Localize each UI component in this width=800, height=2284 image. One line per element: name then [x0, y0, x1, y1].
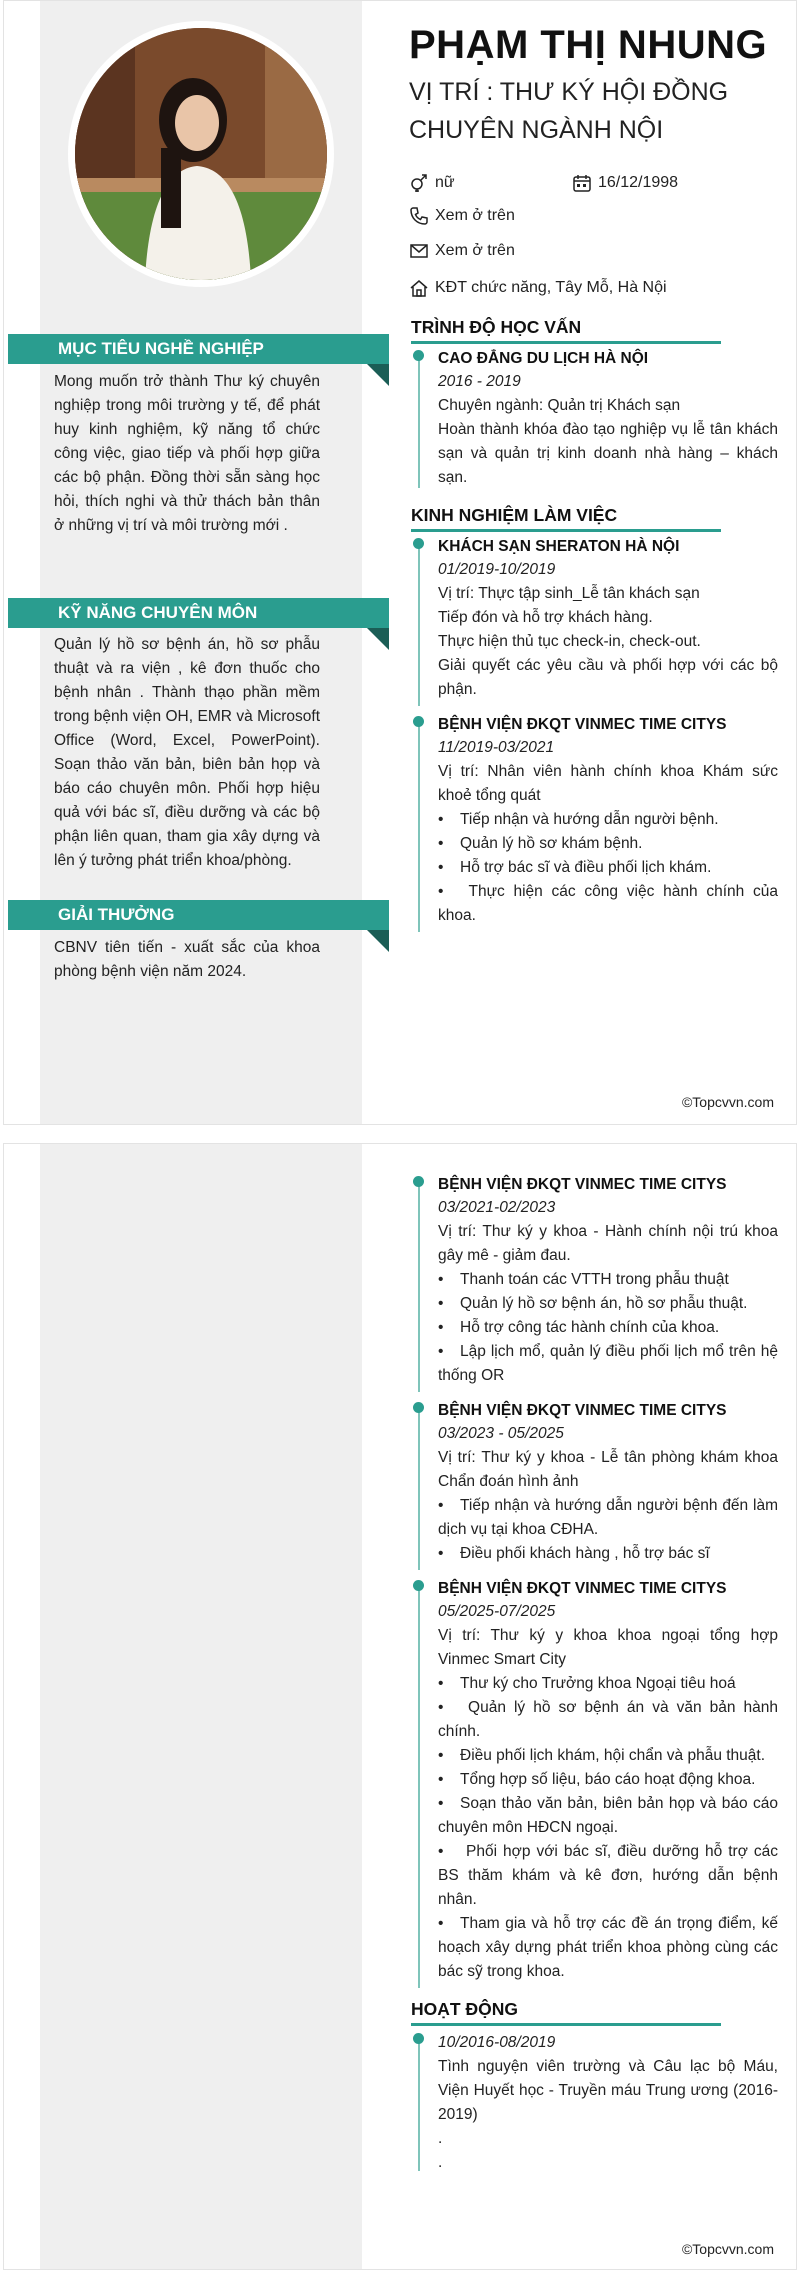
- candidate-name: PHẠM THỊ NHUNG: [409, 23, 768, 67]
- job-line: Thực hiện thủ tục check-in, check-out.: [438, 633, 701, 650]
- job-bullet: • Tham gia và hỗ trợ các đề án trọng điểm, kế hoạch xây dựng phát triển khoa phòng cùng các bác sỹ trong khoa.: [438, 1912, 778, 1984]
- objective-title: MỤC TIÊU NGHỀ NGHIỆP: [58, 339, 264, 358]
- gender-value: nữ: [435, 174, 455, 191]
- job-line: Giải quyết các yêu cầu và phối hợp với các bộ phận.: [438, 657, 778, 698]
- job-org: BỆNH VIỆN ĐKQT VINMEC TIME CITYS: [438, 716, 727, 733]
- ribbon-fold: [367, 364, 389, 386]
- cv-page-2: [3, 1143, 797, 2270]
- activity-period: 10/2016-08/2019: [438, 2034, 556, 2051]
- timeline-line: [418, 544, 420, 706]
- job-bullet: • Quản lý hồ sơ bệnh án và văn bản hành chính.: [438, 1696, 778, 1744]
- cv-page-1: [3, 0, 797, 1125]
- timeline-dot: [413, 1580, 424, 1591]
- job-bullets: [438, 1672, 778, 1984]
- email-row: [409, 241, 515, 261]
- job-entry: [418, 536, 778, 706]
- profile-photo: [75, 28, 327, 280]
- activity-line: .: [438, 2130, 443, 2147]
- footer-brand: ©Topcvvn.com: [681, 2241, 774, 2257]
- timeline-dot: [413, 1176, 424, 1187]
- objective-text: Mong muốn trở thành Thư ký chuyên nghiệp trong môi trường y tế, để phát huy kinh nghiệm, kỹ năng tổ chức công việc, giao tiếp và phối hợp giữa các bộ phận. Đồng thời sẵn sàng học hỏi, thích nghi và thử thách bản thân ở những vị trí và môi trường mới .: [54, 373, 320, 534]
- sidebar-background: [40, 1144, 362, 2269]
- dob-value: 16/12/1998: [598, 174, 679, 191]
- footer-brand: ©Topcvvn.com: [681, 1094, 774, 1110]
- job-bullet: • Điều phối lịch khám, hội chẩn và phẫu thuật.: [438, 1744, 778, 1768]
- timeline-line: [418, 722, 420, 932]
- job-period: 11/2019-03/2021: [438, 739, 555, 756]
- timeline-line: [418, 2039, 420, 2171]
- ribbon-fold: [367, 628, 389, 650]
- timeline-line: [418, 1586, 420, 1988]
- job-bullet: • Điều phối khách hàng , hỗ trợ bác sĩ: [438, 1542, 778, 1566]
- job-entry: [418, 1174, 778, 1392]
- timeline-dot: [413, 538, 424, 549]
- job-bullet: • Hỗ trợ công tác hành chính của khoa.: [438, 1316, 778, 1340]
- awards-title: GIẢI THƯỞNG: [58, 905, 175, 924]
- job-entry: [418, 1578, 778, 1988]
- objective-header: [8, 334, 389, 364]
- address-value: KĐT chức năng, Tây Mỗ, Hà Nội: [435, 279, 667, 296]
- activity-entry: [418, 2031, 778, 2171]
- timeline-dot: [413, 2033, 424, 2044]
- experience-header: KINH NGHIỆM LÀM VIỆC: [411, 505, 721, 532]
- mail-icon: [409, 241, 429, 261]
- awards-text: CBNV tiên tiến - xuất sắc của khoa phòng bệnh viện năm 2024.: [54, 939, 320, 980]
- job-line: Vị trí: Thực tập sinh_Lễ tân khách sạn: [438, 585, 700, 602]
- dob-row: [572, 173, 678, 193]
- job-period: 03/2021-02/2023: [438, 1199, 556, 1216]
- job-org: BỆNH VIỆN ĐKQT VINMEC TIME CITYS: [438, 1176, 727, 1193]
- job-org: BỆNH VIỆN ĐKQT VINMEC TIME CITYS: [438, 1580, 727, 1597]
- job-entry: [418, 1400, 778, 1570]
- timeline-dot: [413, 350, 424, 361]
- job-bullets: [438, 808, 778, 928]
- education-line: Hoàn thành khóa đào tạo nghiệp vụ lễ tân khách sạn và quản trị kinh doanh nhà hàng – khách sạn.: [438, 421, 778, 486]
- job-org: KHÁCH SẠN SHERATON HÀ NỘI: [438, 538, 680, 555]
- calendar-icon: [572, 173, 592, 193]
- timeline-line: [418, 356, 420, 488]
- education-period: 2016 - 2019: [438, 373, 521, 390]
- job-bullet: • Tổng hợp số liệu, báo cáo hoạt động khoa.: [438, 1768, 778, 1792]
- job-bullets: [438, 1494, 778, 1566]
- job-bullet: • Quản lý hồ sơ bệnh án, hồ sơ phẫu thuật.: [438, 1292, 778, 1316]
- job-bullet: • Lập lịch mổ, quản lý điều phối lịch mổ trên hệ thống OR: [438, 1340, 778, 1388]
- job-period: 05/2025-07/2025: [438, 1603, 556, 1620]
- job-line: Vị trí: Thư ký y khoa khoa ngoại tổng hợp Vinmec Smart City: [438, 1627, 778, 1668]
- email-value: Xem ở trên: [435, 242, 515, 259]
- timeline-dot: [413, 716, 424, 727]
- job-bullet: • Thanh toán các VTTH trong phẫu thuật: [438, 1268, 778, 1292]
- skills-title: KỸ NĂNG CHUYÊN MÔN: [58, 603, 258, 622]
- job-line: Vị trí: Thư ký y khoa - Hành chính nội trú khoa gây mê - giảm đau.: [438, 1223, 778, 1264]
- gender-icon: [409, 173, 429, 193]
- job-period: 01/2019-10/2019: [438, 561, 556, 578]
- portrait-illustration: [75, 28, 327, 280]
- job-bullet: • Quản lý hồ sơ khám bệnh.: [438, 832, 778, 856]
- avatar: [68, 21, 334, 287]
- job-bullet: • Tiếp nhận và hướng dẫn người bệnh đến làm dịch vụ tại khoa CĐHA.: [438, 1494, 778, 1542]
- skills-text: Quản lý hồ sơ bệnh án, hồ sơ phẫu thuật và ra viện , kê đơn thuốc cho bệnh nhân . Thành thạo phần mềm trong bệnh viện OH, EMR và Microsoft Office (Word, Excel, PowerPoint). Soạn thảo văn bản, biên bản họp và báo cáo chuyên môn. Phối hợp hiệu quả với bác sĩ, điều dưỡng và các bộ phận liên quan, tham gia xây dựng và lên ý tưởng phát triển khoa/phòng.: [54, 636, 320, 869]
- position-title: VỊ TRÍ : THƯ KÝ HỘI ĐỒNG CHUYÊN NGÀNH NỘI: [409, 78, 729, 144]
- ribbon-fold: [367, 930, 389, 952]
- skills-header: [8, 598, 389, 628]
- phone-row: [409, 206, 515, 226]
- activity-line: Tình nguyện viên trường và Câu lạc bộ Máu, Viện Huyết học - Truyền máu Trung ương (2016-2019): [438, 2058, 778, 2123]
- job-line: Vị trí: Nhân viên hành chính khoa Khám sức khoẻ tổng quát: [438, 763, 778, 804]
- education-org: CAO ĐẲNG DU LỊCH HÀ NỘI: [438, 350, 649, 367]
- activity-line: .: [438, 2154, 443, 2171]
- job-org: BỆNH VIỆN ĐKQT VINMEC TIME CITYS: [438, 1402, 727, 1419]
- job-line: Vị trí: Thư ký y khoa - Lễ tân phòng khám khoa Chẩn đoán hình ảnh: [438, 1449, 778, 1490]
- education-line: Chuyên ngành: Quản trị Khách sạn: [438, 397, 681, 414]
- job-bullet: • Phối hợp với bác sĩ, điều dưỡng hỗ trợ các BS thăm khám và kê đơn, hướng dẫn bệnh nhân.: [438, 1840, 778, 1912]
- education-entry: [418, 348, 778, 488]
- timeline-line: [418, 1408, 420, 1570]
- phone-value: Xem ở trên: [435, 207, 515, 224]
- job-period: 03/2023 - 05/2025: [438, 1425, 564, 1442]
- home-icon: [409, 278, 429, 298]
- timeline-line: [418, 1182, 420, 1392]
- timeline-dot: [413, 1402, 424, 1413]
- job-bullet: • Soạn thảo văn bản, biên bản họp và báo cáo chuyên môn HĐCN ngoại.: [438, 1792, 778, 1840]
- awards-header: [8, 900, 389, 930]
- job-bullets: [438, 1268, 778, 1388]
- gender-row: [409, 173, 455, 193]
- job-bullet: • Tiếp nhận và hướng dẫn người bệnh.: [438, 808, 778, 832]
- education-header: TRÌNH ĐỘ HỌC VẤN: [411, 317, 721, 344]
- job-entry: [418, 714, 778, 932]
- job-bullet: • Thực hiện các công việc hành chính của khoa.: [438, 880, 778, 928]
- activities-header: HOẠT ĐỘNG: [411, 1999, 721, 2026]
- job-line: Tiếp đón và hỗ trợ khách hàng.: [438, 609, 653, 626]
- address-row: [409, 278, 667, 298]
- phone-icon: [409, 206, 429, 226]
- job-bullet: • Thư ký cho Trưởng khoa Ngoại tiêu hoá: [438, 1672, 778, 1696]
- job-bullet: • Hỗ trợ bác sĩ và điều phối lịch khám.: [438, 856, 778, 880]
